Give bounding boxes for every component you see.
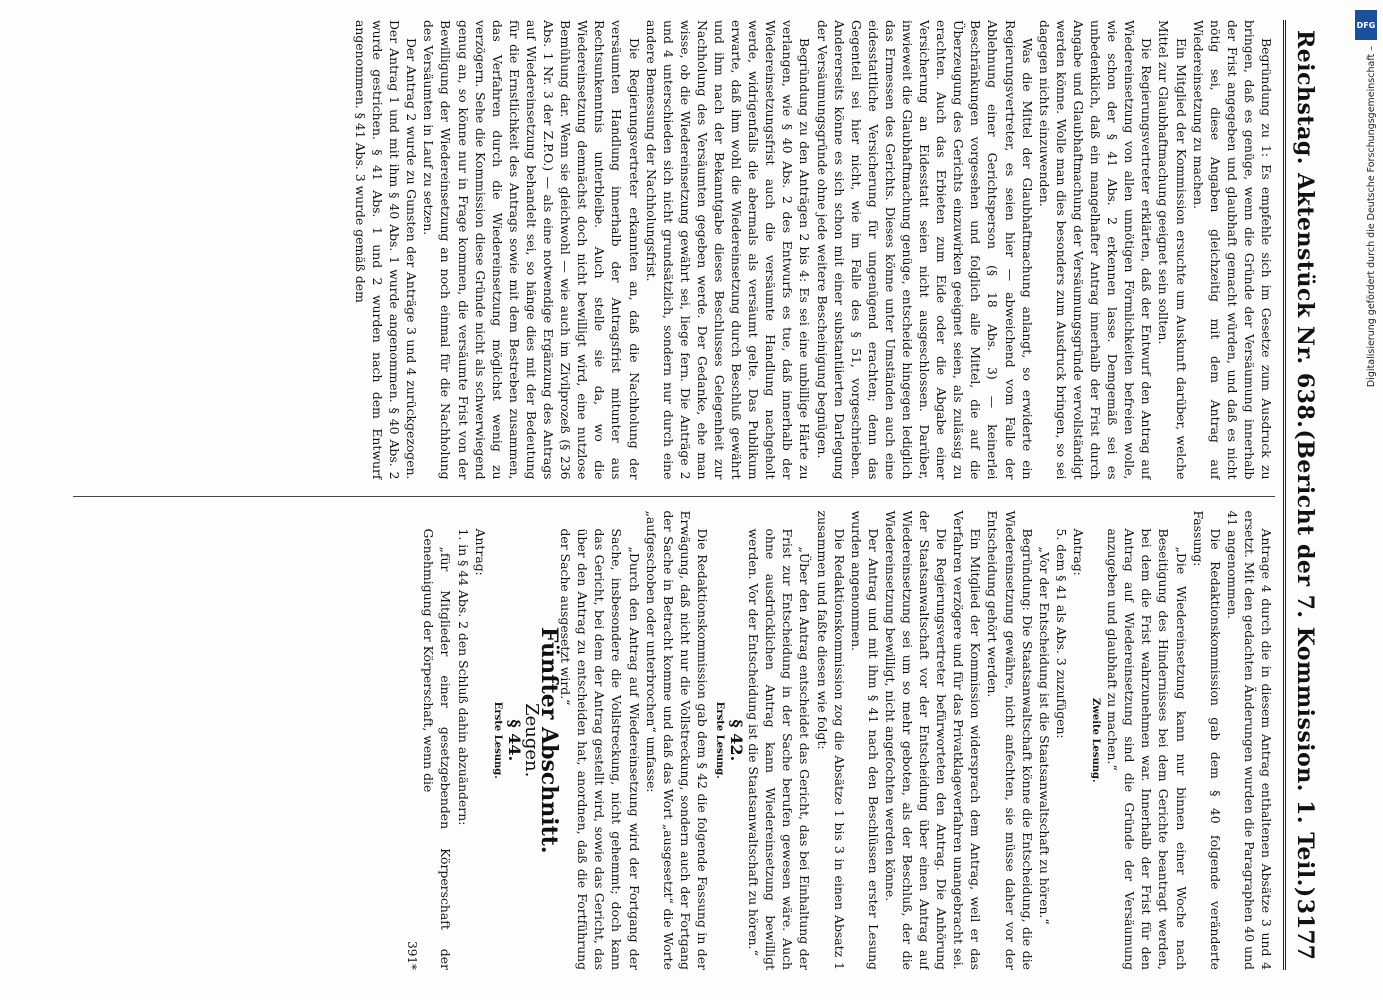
section-heading: § 42. xyxy=(727,719,747,762)
subheading: Zweite Lesung. xyxy=(1090,697,1102,783)
paragraph: Ein Mitglied der Kommission ersuchte um Auskunft darüber, welche Mittel zur Glaubhaftmachung geeignet sein sollten. xyxy=(1156,20,1189,480)
subheading: Erste Lesung. xyxy=(714,701,725,779)
paragraph: Die Regierungsvertreter befürworteten den Antrag. Die Anhörung der Staatsanwaltschaft vor der Entscheidung über einen Antrag auf Wiedereinsetzung sei um so mehr geboten, als der Beschluß, der die Wiedereinsetzung bewilligt, nicht angefochten werden könne. xyxy=(882,510,950,970)
header-middle: (Bericht der 7. Kommission. 1. Teil.) xyxy=(1292,429,1318,898)
page-header xyxy=(1283,20,1323,970)
paragraph: Ein Mitglied der Kommission widersprach dem Antrag, weil er das Verfahren verzögere und für das Privatklageverfahren unangebracht sei. xyxy=(951,510,984,970)
left-column xyxy=(73,20,1275,480)
antrag-item: 1. in § 44 Abs. 2 den Schluß dahin abzuändern: xyxy=(455,528,471,826)
paragraph: Die Redaktionskommission gab dem § 42 die folgende Fassung in der Erwägung, daß nicht nur die Vollstreckung, sondern auch der Fortgang der Sache in Betracht komme und daß das Wort „ausgesetzt“ die Worte „aufgeschoben oder unterbrochen“ umfasse: xyxy=(643,510,710,970)
quoted-text: „für Mitglieder einer gesetzgebenden Körperschaft der Genehmigung der Körperschaft, wenn die xyxy=(421,528,454,970)
quoted-text: „Vor der Entscheidung ist die Staatsanwaltschaft zu hören.“ xyxy=(1036,546,1052,925)
document-sheet xyxy=(73,20,1343,970)
quoted-text: „Durch den Antrag auf Wiedereinsetzung wird der Fortgang der Sache, insbesondere die Vollstreckung, nicht gehemmt; doch kann das Gericht, bei dem der Antrag gestellt wird, sowie das Gericht, das über den Antrag zu entscheiden hat, anordnen, daß die Fortführung der Sache ausgesetzt wird.“ xyxy=(558,528,642,970)
antrag-item: 5. dem § 41 als Abs. 3 zuzufügen: xyxy=(1053,528,1069,739)
quoted-text: „Über den Antrag entscheidet das Gericht, das bei Einhaltung der Frist zur Entscheidung in der Sache berufen gewesen wäre. Auch ohne ausdrücklichen Antrag kann Wiedereinsetzung bewilligt werden. Vor der Entscheidung ist die Staatsanwaltschaft zu hören.“ xyxy=(746,528,813,970)
paragraph: Begründung: Die Staatsanwaltschaft könne die Entscheidung, die die Wiedereinsetzung gewähre, nicht anfechten, sie müsse daher vor der Entscheidung gehört werden. xyxy=(985,510,1035,970)
right-column xyxy=(73,496,1275,971)
paragraph: Begründung zu 1: Es empfehle sich im Gesetze zum Ausdruck zu bringen, daß es genüge, wenn die Gründe der Versäumung innerhalb der Frist angegeben und glaubhaft gemacht würden, und daß es nicht nötig sei, diese Angaben gleichzeitig mit dem Antrag auf Wiedereinsetzung zu machen. xyxy=(1190,20,1274,480)
paragraph: Der Antrag 2 wurde zu Gunsten der Anträge 3 und 4 zurückgezogen. Der Antrag 1 und mit ihm § 40 Abs. 1 wurde angenommen. § 40 Abs. 2 wurde gestrichen. § 41 Abs. 1 und 2 wurden nach dem Entwurf angenommen. § 41 Abs. 3 wurde gemäß dem xyxy=(353,20,420,480)
antrag-label: Antrag: xyxy=(472,528,488,576)
paragraph: Begründung zu den Anträgen 2 bis 4: Es sei eine unbillige Härte zu verlangen, wie § 40 Abs. 2 des Entwurfs es tue, daß innerhalb der Wiedereinsetzungsfrist auch die versäumte Handlung nachgeholt werde, widrigenfalls die abermals als versäumt gelte. Das Publikum erwarte, daß ihm wohl die Wiedereinsetzung durch Beschluß gewährt und ihm nach der Bekanntgabe dieses Beschlusses Gelegenheit zur Nachholung des Versäumten gegeben werde. Der Gedanke, ehe man wisse, ob die Wiedereinsetzung gewährt sei, liege fern. Die Anträge 2 und 4 unterschieden sich nicht grundsätzlich, sondern nur durch eine andere Bemessung der Nachholungsfrist. xyxy=(643,20,813,480)
quoted-text: „Die Wiedereinsetzung kann nur binnen einer Woche nach Beseitigung des Hindernisses bei dem Gerichte beantragt werden, bei dem die Frist wahrzunehmen war. Innerhalb der Frist für den Antrag auf Wiedereinsetzung sind die Gründe der Versäumung anzugeben und glaubhaft zu machen.“ xyxy=(1105,528,1189,970)
paragraph: Der Antrag und mit ihm § 41 nach den Beschlüssen erster Lesung wurden angenommen. xyxy=(848,510,881,970)
paragraph: Die Redaktionskommission gab dem § 40 folgende veränderte Fassung: xyxy=(1190,510,1223,970)
paragraph: Antrage 4 durch die in diesem Antrag enthaltenen Absätze 3 und 4 ersetzt. Mit den gedachten Änderungen wurden die Paragraphen 40 und 41 angenommen. xyxy=(1224,510,1274,970)
paragraph: Die Regierungsvertreter erklärten, daß der Entwurf den Antrag auf Wiedereinsetzung von allen unnötigen Förmlichkeiten befreien wolle, wie schon der § 41 Abs. 2 erkennen lasse. Demgemäß sei es unbedenklich, daß ein mangelhafter Antrag innerhalb der Frist durch Angabe und Glaubhaftmachung der Versäumungsgründe vervollständigt werden könne. Wolle man dies besonders zum Ausdruck bringen, so sei dagegen nichts einzuwenden. xyxy=(1036,20,1155,480)
paragraph: Die Regierungsvertreter erkannten an, daß die Nachholung der versäumten Handlung innerhalb der Antragsfrist mitunter aus Rechtsunkenntnis unterbleibe. Auch stelle sie da, wo die Wiedereinsetzung demnächst doch nicht bewilligt wird, eine nutzlose Bemühung dar. Wenn sie gleichwohl — wie auch im Zivilprozeß (§ 236 Abs. 1 Nr. 3 der Z.P.O.) — als eine notwendige Ergänzung des Antrags auf Wiedereinsetzung behandelt sei, so hänge dies mit der Bedeutung für die Ernstlichkeit des Antrags sowie mit dem Bestreben zusammen, das Verfahren durch die Wiedereinsetzung möglichst wenig zu verzögern. Sehe die Kommission diese Gründe nicht als schwerwiegend genug an, so könne nur in Frage kommen, die versäumte Frist von der Bewilligung der Wiedereinsetzung an noch einmal für die Nachholung des Versäumten in Lauf zu setzen. xyxy=(421,20,642,480)
paragraph: Was die Mittel der Glaubhaftmachung anlangt, so erwiderte ein Regierungsvertreter, es seien hier — abweichend vom Falle der Ablehnung einer Gerichtsperson (§ 18 Abs. 3) — keinerlei Beschränkungen vorgesehen und folglich alle Mittel, die auf die Überzeugung des Gerichts einzuwirken geeignet seien, als zulässig zu erachten. Auch das Erbieten zum Eide oder die Abgabe einer Versicherung an Eidesstatt seien nicht ausgeschlossen. Darüber, inwieweit die Glaubhaftmachung genüge, entscheide hingegen lediglich das Ermessen des Gerichts. Dieses könne unter Umständen auch eine eidesstattliche Versicherung für ungenügend erachten; denn das Gegenteil sei hier nicht, wie im Falle des § 51, vorgeschrieben. Andererseits könne es sich schon mit einer substantiierten Darlegung der Versäumungsgründe ohne jede weitere Bescheinigung begnügen. xyxy=(814,20,1035,480)
chapter-heading: Fünfter Abschnitt. xyxy=(536,626,563,854)
chapter-title: Zeugen. xyxy=(520,703,542,778)
antrag-label: Antrag: xyxy=(1070,528,1086,576)
dfg-logo: DFG xyxy=(1355,10,1377,40)
header-left: Reichstag. Aktenstück Nr. 638. xyxy=(1292,30,1318,429)
section-heading: § 44. xyxy=(504,719,524,762)
page-number: 3177 xyxy=(1292,898,1318,960)
signature-mark: 391* xyxy=(405,941,420,970)
text-columns xyxy=(73,20,1275,970)
digitization-text: Digitalisierung gefördert durch die Deutsche Forschungsgemeinschaft – xyxy=(1366,46,1377,388)
digitization-note xyxy=(1353,10,1377,990)
paragraph: Die Redaktionskommission zog die Absätze 1 bis 3 in einen Absatz 1 zusammen und faßte diesen wie folgt: xyxy=(814,510,847,970)
subheading: Erste Lesung. xyxy=(491,701,503,779)
